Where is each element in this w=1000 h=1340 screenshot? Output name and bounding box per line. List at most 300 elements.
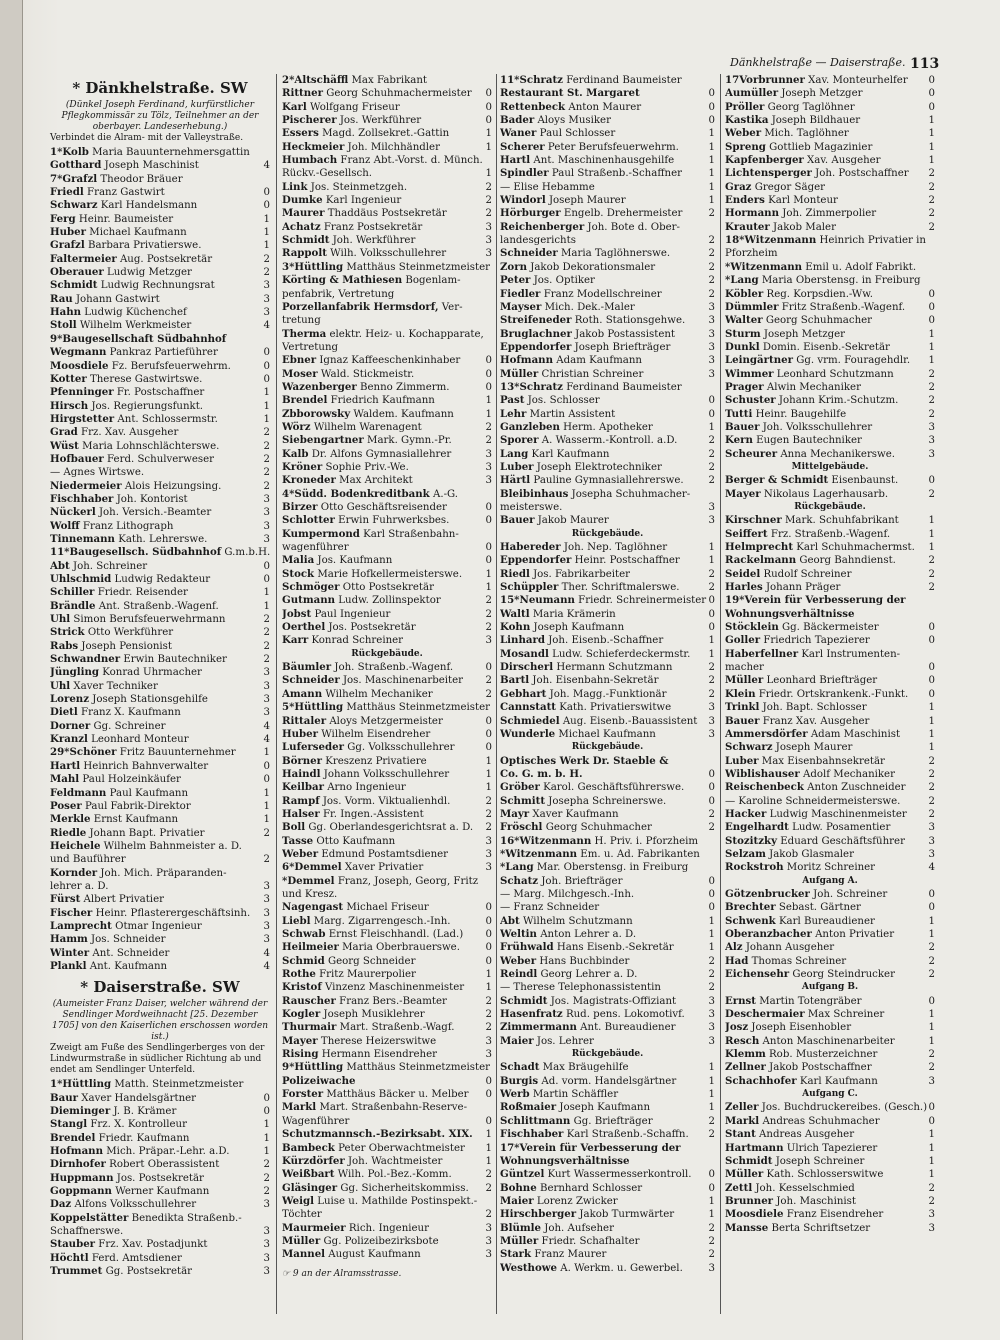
resident-surname: Müller: [500, 1234, 539, 1247]
house-number: 3*: [282, 260, 295, 273]
resident-surname: Gläsinger: [282, 1181, 338, 1194]
floor-number: 2: [485, 822, 492, 834]
floor-number: 2: [263, 1186, 270, 1198]
resident-entry: [282, 328, 492, 341]
floor-number: 2: [708, 275, 715, 287]
resident-surname: Birzer: [282, 501, 318, 513]
resident-details: Alois Heizungsing.: [124, 480, 222, 492]
resident-details: Xaver Techniker: [73, 680, 158, 692]
resident-surname: Schneider: [282, 674, 340, 687]
resident-entry: [725, 795, 935, 808]
resident-details: Joh. Milchhändler: [347, 141, 440, 153]
floor-number: 1: [708, 915, 715, 927]
resident-surname: Schwab: [282, 928, 326, 940]
floor-number: 3: [263, 520, 270, 532]
resident-details: August Kaufmann: [328, 1249, 421, 1261]
resident-surname: Mosandl: [500, 647, 549, 660]
resident-details: Johann Volksschullehrer: [323, 768, 450, 780]
floor-number: 2: [263, 827, 270, 839]
resident-entry: [500, 661, 715, 674]
resident-surname: Götzenbrucker: [725, 887, 810, 900]
resident-details: Peter Oberwachtmeister: [338, 1142, 465, 1154]
resident-entry: [50, 1185, 270, 1198]
resident-entry: [500, 1061, 715, 1074]
resident-entry: [50, 1145, 270, 1158]
resident-details: Jos. Regierungsfunkt.: [91, 400, 204, 412]
resident-surname: Blümle: [500, 1221, 542, 1234]
resident-details: Otmar Ingenieur: [115, 920, 202, 932]
resident-details: Joseph Stationsgehilfe: [92, 694, 208, 706]
floor-number: 1: [708, 555, 715, 567]
floor-number: 2: [928, 942, 935, 954]
resident-details: Kreszenz Privatiere: [325, 755, 427, 767]
resident-surname: Optisches Werk Dr. Staeble &: [500, 754, 669, 767]
resident-entry: [282, 394, 492, 407]
floor-number: 1: [928, 1009, 935, 1021]
resident-details: Ludw. Zollinspektor: [338, 595, 441, 607]
resident-entry: [500, 127, 715, 140]
resident-details: Franz, Joseph, Georg, Fritz: [337, 875, 479, 887]
resident-details: Martin Totengräber: [759, 995, 862, 1007]
resident-entry: [500, 594, 715, 607]
resident-details: Erwin Bautechniker: [123, 654, 227, 666]
resident-entry: [50, 319, 270, 332]
resident-surname: Bruglachner: [500, 327, 572, 340]
floor-number: 0: [928, 288, 935, 300]
resident-entry: [50, 1225, 270, 1238]
cross-reference-note: ☞ 9 an der Alramsstrasse.: [282, 1268, 402, 1279]
floor-number: 0: [928, 475, 935, 487]
resident-details: Dr. Alfons Gymnasiallehrer: [311, 448, 452, 460]
resident-surname: Altschäffl: [294, 74, 349, 86]
resident-entry: [725, 1021, 935, 1034]
house-number: *: [500, 847, 506, 860]
floor-number: 3: [708, 315, 715, 327]
house-number: 19*: [725, 594, 745, 607]
resident-surname: Rothe: [282, 968, 316, 981]
resident-entry: [50, 1198, 270, 1211]
resident-surname: Dieminger: [50, 1105, 111, 1117]
resident-entry: [725, 915, 935, 928]
resident-surname: Helmprecht: [725, 541, 794, 554]
resident-details: Joseph Metzger: [763, 328, 846, 340]
resident-details: Albert Privatier: [83, 894, 164, 906]
street-name-origin-note: (Aumeister Franz Daiser, welcher während der Sendlinger Mordweihnacht [25. Dezember 1705] von den Kaiserlichen erschossen worden ist.): [51, 999, 268, 1043]
resident-details: Paul Straßenb.-Schaffner: [551, 168, 683, 180]
resident-entry: [725, 288, 935, 301]
resident-surname: Pröller: [725, 100, 765, 113]
resident-details: Karol. Geschäftsführerswe.: [543, 782, 685, 794]
floor-number: 4: [263, 720, 270, 732]
resident-details: Friedr. Schreinermeister: [578, 595, 707, 607]
resident-surname: Bauer: [725, 420, 760, 433]
floor-number: 2: [263, 614, 270, 626]
resident-details: Jos. Schneider: [91, 934, 166, 946]
resident-details: Therese Heizerswitwe: [320, 1035, 437, 1047]
resident-details: Sophie Priv.-We.: [325, 461, 409, 473]
floor-number: 0: [928, 1102, 935, 1114]
resident-entry: [500, 514, 715, 527]
resident-details: Berta Schriftsetzer: [771, 1222, 871, 1234]
resident-surname: Goppmann: [50, 1185, 112, 1198]
floor-number: 0: [708, 622, 715, 634]
resident-entry: [282, 581, 492, 594]
floor-number: 0: [485, 101, 492, 113]
resident-surname: Brechter: [725, 901, 776, 914]
resident-surname: Stark: [500, 1248, 532, 1261]
resident-entry: [725, 368, 935, 381]
resident-entry: [282, 368, 492, 381]
resident-details: Maria Taglöhnerswe.: [560, 248, 671, 260]
resident-entry: [500, 154, 715, 167]
floor-number: 2: [708, 982, 715, 994]
resident-details: Anton Maschinenarbeiter: [762, 1035, 895, 1047]
resident-entry: [282, 701, 492, 714]
resident-surname: Schwarz: [725, 741, 773, 754]
floor-number: 1: [263, 213, 270, 225]
floor-number: 3: [928, 421, 935, 433]
resident-entry: [282, 1008, 492, 1021]
resident-entry: [725, 1155, 935, 1168]
resident-details: Wald. Stickmeistr.: [320, 368, 415, 380]
resident-surname: Schlittmann: [500, 1114, 571, 1127]
resident-details: — Marg. Milchgesch.-Inh.: [500, 888, 635, 900]
resident-entry: [50, 1238, 270, 1251]
resident-entry: [725, 1168, 935, 1181]
resident-surname: Wiblishauser: [725, 767, 800, 780]
floor-number: 1: [485, 782, 492, 794]
resident-entry: [282, 781, 492, 794]
resident-details: Simon Berufsfeuerwehrmann: [73, 614, 226, 626]
resident-entry: [282, 234, 492, 247]
resident-surname: Krauter: [725, 220, 770, 233]
resident-entry: [282, 568, 492, 581]
resident-entry: [500, 1155, 715, 1168]
resident-entry: [50, 466, 270, 479]
resident-entry: [282, 474, 492, 487]
resident-surname: Hofmann: [500, 354, 553, 367]
resident-surname: Huppmann: [50, 1171, 114, 1184]
resident-surname: Liebl: [282, 914, 311, 927]
resident-surname: Schachhofer: [725, 1074, 797, 1087]
floor-number: 0: [485, 715, 492, 727]
resident-details: Ferdinand Baumeister: [566, 381, 682, 393]
floor-number: 3: [485, 1222, 492, 1234]
building-section-heading: Rückgebäude.: [794, 502, 866, 512]
resident-details: Joh. Versich.-Beamter: [98, 507, 212, 519]
resident-entry: [50, 279, 270, 292]
resident-entry: [725, 1208, 935, 1221]
resident-details: Xav. Ausgeher: [807, 155, 881, 167]
resident-entry: [282, 87, 492, 100]
resident-details: Joh. Nep. Taglöhner: [563, 542, 668, 554]
resident-details: Sebast. Gärtner: [778, 902, 861, 914]
house-number: *: [725, 260, 731, 273]
resident-entry: [725, 434, 935, 447]
resident-surname: Malia: [282, 554, 315, 567]
resident-entry: [500, 87, 715, 100]
floor-number: 2: [485, 208, 492, 220]
resident-details: Benno Zimmerm.: [360, 381, 450, 393]
resident-surname: Lang: [505, 861, 534, 874]
resident-surname: Halser: [282, 807, 320, 820]
floor-number: 1: [263, 587, 270, 599]
floor-number: 0: [485, 662, 492, 674]
resident-details: Schaffnerswe.: [50, 1226, 124, 1238]
resident-surname: Kolb: [62, 146, 89, 158]
resident-surname: Mayr: [500, 807, 530, 820]
resident-surname: Huber: [282, 727, 319, 740]
resident-details: Ludwig Redakteur: [114, 574, 211, 585]
resident-surname: Dietl: [50, 706, 78, 719]
resident-surname: Baugesellschaft Südbahnhof: [62, 332, 227, 345]
resident-entry: [725, 488, 935, 501]
floor-number: 0: [928, 888, 935, 900]
resident-entry: [500, 247, 715, 260]
resident-surname: Siebengartner: [282, 434, 364, 447]
resident-details: Jakob Maler: [773, 221, 836, 233]
house-number: 11*: [500, 74, 520, 86]
resident-surname: Südd. Bodenkreditbank: [294, 487, 430, 500]
resident-surname: Winter: [50, 946, 90, 959]
resident-surname: Weigl: [282, 1194, 314, 1207]
resident-surname: Harles: [725, 581, 763, 594]
resident-surname: Feldmann: [50, 786, 107, 799]
resident-entry: [282, 421, 492, 434]
floor-number: 3: [263, 280, 270, 292]
resident-entry: [282, 514, 492, 527]
floor-number: 1: [928, 515, 935, 527]
resident-entry: [725, 568, 935, 581]
resident-entry: [282, 74, 492, 87]
resident-entry: [282, 154, 492, 167]
resident-surname: Wohnungsverhältnisse: [500, 1154, 630, 1167]
floor-number: 0: [928, 315, 935, 327]
floor-number: 1: [708, 1089, 715, 1101]
resident-details: elektr. Heiz- u. Kochapparate,: [329, 328, 484, 340]
resident-surname: Hasenfratz: [500, 1008, 563, 1021]
resident-entry: [500, 341, 715, 354]
resident-surname: Wazenberger: [282, 380, 357, 393]
resident-entry: [282, 1182, 492, 1195]
resident-details: Thomas Schreiner: [751, 955, 847, 967]
resident-details: Aug. Postsekretär: [119, 253, 213, 265]
resident-entry: [50, 947, 270, 960]
resident-entry: [50, 653, 270, 666]
floor-number: 2: [928, 1049, 935, 1061]
resident-surname: Verein für Verbesserung der: [744, 594, 906, 607]
floor-number: 2: [263, 640, 270, 652]
floor-number: 1: [263, 1132, 270, 1144]
resident-surname: Maurmeier: [282, 1221, 346, 1234]
resident-surname: Grad: [50, 426, 78, 439]
resident-entry: [500, 434, 715, 447]
resident-surname: Wegmann: [50, 346, 107, 359]
resident-entry: [282, 594, 492, 607]
resident-surname: Wohnungsverhältnisse: [725, 607, 855, 620]
floor-number: 2: [485, 688, 492, 700]
resident-entry: [50, 493, 270, 506]
resident-entry: [725, 154, 935, 167]
resident-details: Adam Maschinist: [810, 728, 901, 740]
resident-details: Johann Ausgeher: [745, 942, 835, 954]
floor-number: 3: [708, 355, 715, 367]
floor-number: 1: [928, 1169, 935, 1181]
floor-number: 0: [708, 88, 715, 100]
floor-number: 3: [928, 448, 935, 460]
resident-surname: Schmid: [282, 954, 325, 967]
floor-number: 1: [928, 929, 935, 940]
resident-details: Franz Bers.-Beamter: [339, 995, 447, 1007]
house-number: 13*: [500, 380, 520, 393]
resident-details: Georg Steindrucker: [792, 969, 895, 981]
floor-number: 1: [928, 742, 935, 754]
resident-details: Magd. Zollsekret.-Gattin: [322, 128, 450, 140]
resident-details: Wilhelm Warenagent: [313, 421, 422, 433]
resident-details: — Elise Hebamme: [500, 181, 595, 193]
resident-surname: Fischhaber: [50, 492, 114, 505]
floor-number: 2: [928, 168, 935, 180]
resident-entry: [50, 213, 270, 226]
resident-details: Joh. Magg.-Funktionär: [549, 688, 667, 700]
resident-surname: Tasse: [282, 834, 314, 847]
resident-surname: Dunkl: [725, 340, 760, 353]
resident-entry: [725, 1035, 935, 1048]
resident-details: Karl Schuhmachermst.: [796, 542, 915, 554]
floor-number: 3: [485, 221, 492, 233]
resident-surname: Leingärtner: [725, 354, 793, 367]
resident-surname: Scherer: [500, 140, 545, 153]
resident-details: Heinrich Bahnverwalter: [83, 760, 209, 772]
floor-number: 2: [708, 1235, 715, 1247]
floor-number: 2: [708, 582, 715, 594]
resident-details: Otto Postsekretär: [342, 582, 434, 594]
resident-details: Karl Straßenb.-Schaffn.: [566, 1129, 689, 1141]
resident-surname: Schadt: [500, 1061, 540, 1074]
resident-surname: Hirschberger: [500, 1208, 577, 1221]
house-number: *: [282, 874, 288, 887]
floor-number: 3: [485, 1235, 492, 1247]
resident-details: Luise u. Mathilde Postinspekt.-: [317, 1195, 478, 1207]
resident-surname: Mahl: [50, 773, 80, 786]
street-title: * Dänkhelstraße. SW: [72, 79, 248, 97]
resident-entry: [500, 995, 715, 1008]
resident-surname: Rising: [282, 1048, 319, 1061]
resident-surname: Seiffert: [725, 527, 768, 540]
floor-number: 3: [928, 1209, 935, 1221]
resident-details: Karl Kaufmann: [799, 1075, 878, 1087]
resident-details: Frz. Xav. Postadjunkt: [98, 1239, 208, 1251]
floor-number: 4: [263, 947, 270, 959]
resident-details: Joh. Eisenb.-Schaffner: [548, 635, 664, 647]
resident-entry: [500, 301, 715, 314]
resident-entry: [50, 520, 270, 533]
resident-entry: [282, 247, 492, 260]
resident-surname: Rittaler: [282, 714, 327, 727]
resident-details: Michael Friseur: [346, 902, 429, 914]
resident-entry: [50, 586, 270, 599]
resident-entry: [500, 1195, 715, 1208]
floor-number: 1: [263, 787, 270, 799]
resident-details: tretung: [282, 315, 321, 327]
floor-number: 2: [708, 1129, 715, 1141]
resident-details: Fr. Postschaffner: [116, 387, 205, 399]
house-number: 9*: [50, 332, 63, 345]
resident-details: Gottlieb Magazinier: [769, 141, 873, 153]
floor-number: 3: [928, 1222, 935, 1234]
resident-entry: [725, 1048, 935, 1061]
resident-details: Michael Kaufmann: [89, 227, 187, 239]
resident-details: Otto Kaufmann: [316, 835, 396, 847]
resident-entry: [725, 1008, 935, 1021]
resident-surname: Kröner: [282, 460, 323, 473]
resident-surname: Stoll: [50, 319, 77, 332]
resident-details: Karl Straßenbahn-: [363, 528, 459, 540]
resident-details: Wilh. Volksschullehrer: [330, 248, 447, 260]
floor-number: 2: [928, 755, 935, 767]
resident-details: Paul Fabrik-Direktor: [85, 800, 191, 812]
resident-details: Ulrich Tapezierer: [786, 1142, 878, 1154]
resident-entry: [50, 533, 270, 546]
resident-surname: Bäumler: [282, 661, 332, 674]
resident-details: Em. u. Ad. Fabrikanten: [580, 848, 700, 860]
resident-details: J. B. Krämer: [113, 1106, 177, 1117]
building-section-heading: Aufgang B.: [801, 982, 859, 993]
resident-details: Adam Kaufmann: [556, 355, 642, 367]
floor-number: 2: [928, 955, 935, 967]
resident-details: Max Bräugehilfe: [542, 1062, 629, 1074]
resident-entry: [50, 253, 270, 266]
resident-details: Jos. Steinmetzgeh.: [310, 181, 408, 193]
floor-number: 3: [708, 502, 715, 513]
resident-entry: [725, 181, 935, 194]
resident-details: Hermann Eisendreher: [321, 1049, 438, 1061]
floor-number: 2: [485, 808, 492, 820]
resident-surname: Heilmeier: [282, 941, 339, 954]
floor-number: 3: [263, 880, 270, 892]
resident-entry: [50, 560, 270, 573]
floor-number: 3: [263, 293, 270, 305]
floor-number: 2: [263, 440, 270, 452]
resident-entry: [500, 461, 715, 474]
resident-entry: [282, 835, 492, 848]
resident-details: Kath. Privatierswitwe: [559, 702, 672, 714]
resident-details: Franz Abt.-Vorst. d. Münch.: [340, 155, 483, 167]
resident-details: Ther. Schriftmalerswe.: [561, 582, 680, 594]
floor-number: 2: [708, 475, 715, 487]
resident-surname: Lorenz: [50, 693, 89, 706]
resident-surname: Hofbauer: [50, 452, 104, 465]
resident-details: Jos. Magistrats-Offiziant: [550, 995, 677, 1007]
resident-entry: [725, 261, 935, 274]
resident-surname: Ebner: [282, 354, 317, 367]
resident-surname: Moosdiele: [50, 359, 109, 372]
resident-surname: Lehr: [500, 407, 527, 420]
resident-surname: Friedl: [50, 186, 84, 199]
resident-entry: [282, 981, 492, 994]
resident-entry: [500, 901, 715, 914]
resident-entry: [282, 261, 492, 274]
resident-surname: Seidel: [725, 567, 761, 580]
resident-entry: [500, 821, 715, 834]
resident-entry: [725, 1061, 935, 1074]
floor-number: 3: [708, 715, 715, 727]
resident-entry: [725, 1101, 935, 1114]
floor-number: 1: [928, 1129, 935, 1141]
house-number: 16*: [500, 834, 520, 847]
resident-details: Karl Kaufmann: [531, 448, 610, 460]
column-1: [50, 74, 270, 1278]
